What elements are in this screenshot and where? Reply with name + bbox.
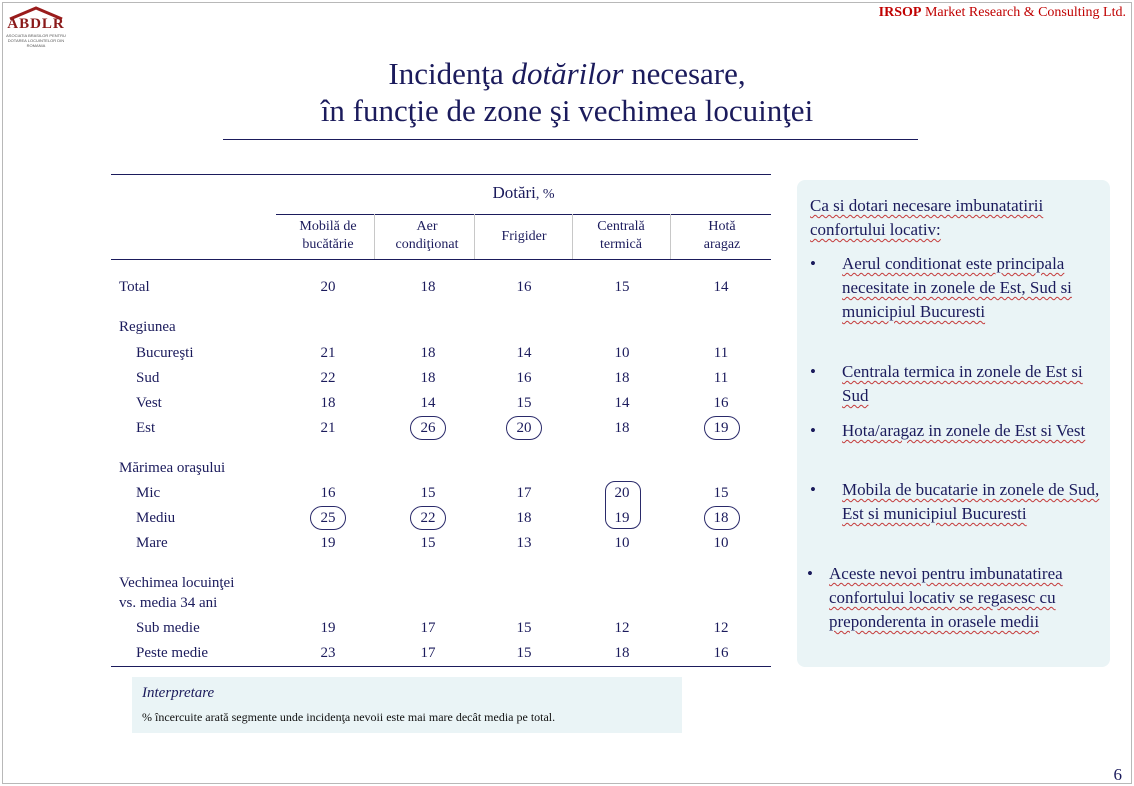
row-label-est: Est — [136, 420, 156, 436]
table-cell: 13 — [516, 535, 532, 551]
row-label-peste-medie: Peste medie — [136, 645, 209, 661]
table-cell: 15 — [614, 279, 630, 295]
table-cell: 18 — [614, 420, 630, 436]
brand-name — [879, 5, 1126, 21]
table-cell: 22 — [320, 370, 336, 386]
row-label-mic: Mic — [136, 485, 161, 501]
table-cell: 16 — [516, 279, 532, 295]
table-cell: 17 — [420, 645, 436, 661]
logo-subtitle: ASOCIATIA BRASILOR PENTRU DOTAREA LOCUINTELOR DIN ROMANIA — [6, 33, 66, 48]
table-cell: 16 — [713, 395, 729, 411]
table-cell: 16 — [516, 370, 532, 386]
column-header-line: Frigider — [501, 229, 547, 244]
table-cell: 19 — [614, 510, 630, 526]
column-header-centrala — [572, 218, 670, 254]
highlight-circle — [310, 506, 346, 530]
bullet-icon: • — [807, 564, 813, 583]
row-label-vest: Vest — [136, 395, 162, 411]
table-cell: 17 — [516, 485, 532, 501]
table-cell: 11 — [713, 345, 729, 361]
table-cell: 12 — [713, 620, 729, 636]
finding-text: Mobila de bucatarie in zonele de Sud, Est si municipiul Bucuresti — [842, 480, 1100, 523]
table-cell: 14 — [516, 345, 532, 361]
column-header-line: condiţionat — [395, 237, 459, 252]
title-part: necesare, — [623, 56, 746, 91]
table-cell: 15 — [516, 395, 532, 411]
findings-intro: Ca si dotari necesare imbunatatirii confortului locativ: — [810, 196, 1044, 239]
row-label-mare: Mare — [136, 535, 168, 551]
abdlr-logo — [6, 6, 66, 46]
table-cell: 19 — [320, 620, 336, 636]
table-cell: 25 — [320, 510, 336, 526]
highlight-circle — [410, 416, 446, 440]
group-header-unit: , % — [535, 187, 555, 202]
table-cell: 10 — [614, 535, 630, 551]
finding-text: Aerul conditionat este principala necesitate in zonele de Est, Sud si municipiul Bucuresti — [842, 254, 1072, 321]
column-header-line: Hotă — [708, 219, 736, 234]
table-cell: 23 — [320, 645, 336, 661]
table-cell: 15 — [420, 485, 436, 501]
column-header-line: termică — [600, 237, 642, 252]
highlight-circle — [704, 416, 740, 440]
header-bottom-rule — [111, 259, 771, 260]
table-cell: 14 — [713, 279, 729, 295]
conclusion-text: Aceste nevoi pentru imbunatatirea confortului locativ se regasesc cu preponderenta in orasele medii — [829, 564, 1063, 631]
table-cell: 18 — [713, 510, 729, 526]
row-label-total: Total — [119, 279, 150, 295]
bullet-icon: • — [810, 421, 816, 440]
table-cell: 14 — [614, 395, 630, 411]
table-cell: 19 — [320, 535, 336, 551]
column-header-line: bucătărie — [302, 237, 354, 252]
highlight-circle — [704, 506, 740, 530]
highlight-circle — [506, 416, 542, 440]
table-cell: 21 — [320, 420, 336, 436]
table-bottom-rule — [111, 666, 771, 667]
findings-panel — [797, 180, 1110, 667]
bullet-icon: • — [810, 254, 816, 273]
section-label-line: vs. media 34 ani — [119, 595, 218, 611]
table-cell: 18 — [516, 510, 532, 526]
table-cell: 22 — [420, 510, 436, 526]
column-header-aer — [378, 218, 476, 254]
interpretation-title: Interpretare — [142, 685, 215, 701]
logo-text: ABDLR — [7, 16, 65, 32]
group-header-label: Dotări — [492, 183, 536, 202]
finding-text: Hota/aragaz in zonele de Est si Vest — [842, 421, 1086, 440]
table-group-header — [276, 183, 771, 203]
bullet-icon: • — [810, 480, 816, 499]
column-header-mobila — [279, 218, 377, 254]
column-separator — [670, 214, 671, 259]
slide-title-line2: în funcţie de zone şi vechimea locuinţei — [320, 93, 814, 128]
table-cell: 18 — [420, 345, 436, 361]
highlight-pill — [605, 481, 641, 529]
column-header-hota — [673, 218, 771, 254]
table-cell: 18 — [320, 395, 336, 411]
table-cell: 15 — [420, 535, 436, 551]
row-label-mediu: Mediu — [136, 510, 176, 526]
table-cell: 18 — [614, 370, 630, 386]
column-header-frigider — [475, 228, 573, 246]
table-top-rule — [111, 174, 771, 175]
interpretation-box — [132, 677, 682, 733]
table-cell: 19 — [713, 420, 729, 436]
table-cell: 18 — [420, 370, 436, 386]
section-label-marimea: Mărimea oraşului — [119, 460, 226, 476]
table-cell: 10 — [713, 535, 729, 551]
table-cell: 14 — [420, 395, 436, 411]
column-header-line: aragaz — [703, 237, 741, 252]
table-cell: 18 — [420, 279, 436, 295]
table-cell: 15 — [516, 620, 532, 636]
table-cell: 20 — [614, 485, 630, 501]
table-cell: 12 — [614, 620, 630, 636]
table-cell: 17 — [420, 620, 436, 636]
table-cell: 26 — [420, 420, 436, 436]
title-divider — [223, 139, 918, 140]
page-number: 6 — [1113, 765, 1122, 784]
row-label-bucuresti: Bucureşti — [136, 345, 194, 361]
interpretation-text: % încercuite arată segmente unde incidenţa nevoii este mai mare decât media pe total. — [142, 710, 556, 724]
title-part: Incidenţa — [388, 56, 512, 91]
slide-title-line1 — [0, 55, 1134, 93]
column-header-line: Centrală — [597, 219, 645, 234]
table-cell: 21 — [320, 345, 336, 361]
table-cell: 10 — [614, 345, 630, 361]
brand-bold: IRSOP — [878, 5, 922, 20]
table-cell: 18 — [614, 645, 630, 661]
finding-text: Centrala termica in zonele de Est si Sud — [842, 362, 1083, 405]
brand-rest: Market Research & Consulting Ltd. — [921, 5, 1126, 20]
table-cell: 20 — [320, 279, 336, 295]
section-label-vechimea — [119, 573, 234, 613]
table-cell: 15 — [516, 645, 532, 661]
group-header-rule — [276, 214, 771, 215]
section-label-line: Vechimea locuinţei — [119, 575, 235, 591]
column-header-line: Mobilă de — [299, 219, 357, 234]
table-cell: 20 — [516, 420, 532, 436]
highlight-circle — [410, 506, 446, 530]
section-label-regiunea: Regiunea — [119, 319, 176, 335]
table-cell: 16 — [713, 645, 729, 661]
bullet-icon: • — [810, 362, 816, 381]
table-cell: 16 — [320, 485, 336, 501]
row-label-sud: Sud — [136, 370, 160, 386]
table-cell: 11 — [713, 370, 729, 386]
column-header-line: Aer — [416, 219, 438, 234]
row-label-sub-medie: Sub medie — [136, 620, 200, 636]
table-cell: 15 — [713, 485, 729, 501]
title-emphasis: dotărilor — [511, 56, 624, 91]
